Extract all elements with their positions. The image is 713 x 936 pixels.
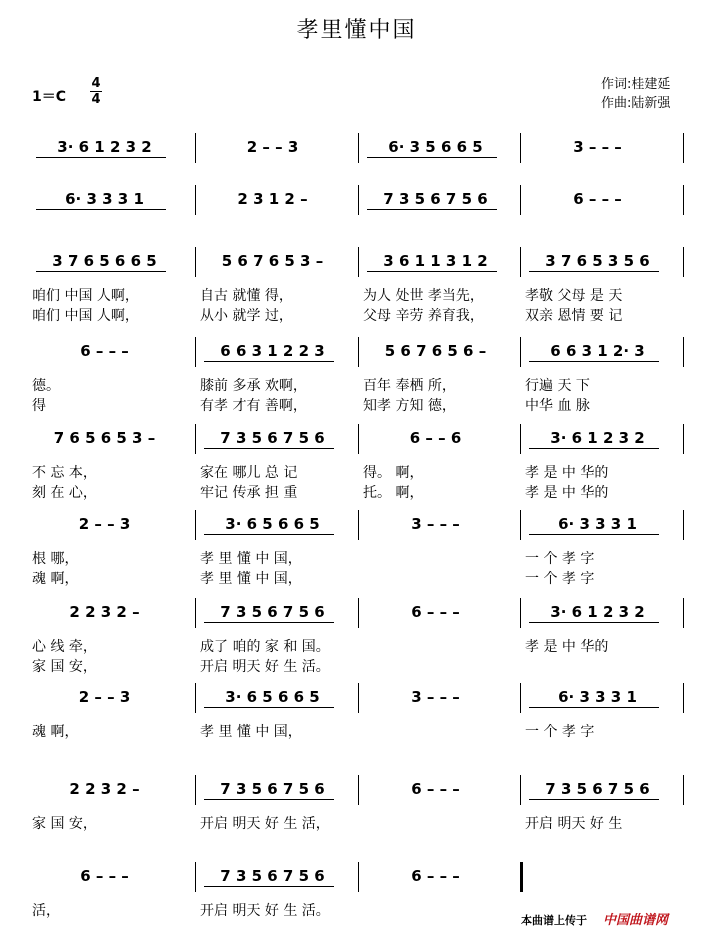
measure-notes: 3· 6 1 2 3 2 [550,429,645,447]
measure-notes: 7 3 5 6 7 5 6 [545,780,650,798]
barline [683,337,684,367]
barline [195,598,196,628]
barline [520,247,521,277]
barline [683,424,684,454]
measure-notes: 3· 6 5 6 6 5 [225,515,320,533]
measure-notes: 6 – – – [80,867,129,885]
measure-notes: 6 – – – [573,190,622,208]
time-signature [90,76,102,107]
barline [195,337,196,367]
lyric-line: 百年 奉栖 所， [363,378,456,394]
lyric-line: 孝敬 父母 是 天 [525,288,623,304]
beat-underline [367,209,497,210]
barline [520,510,521,540]
lyric-line: 咱们 中国 人啊， [32,288,139,304]
barline [683,598,684,628]
measure-notes: 2 2 3 2 – [69,603,140,621]
beat-underline [529,448,659,449]
lyric-line: 魂 啊， [32,724,79,740]
barline [520,185,521,215]
measure-notes: 2 3 1 2 – [237,190,308,208]
measure-notes: 2 – – 3 [78,688,131,706]
barline [358,185,359,215]
beat-underline [367,157,497,158]
barline [195,424,196,454]
upload-credit: 本曲谱上传于 [521,914,587,927]
lyric-line: 开启 明天 好 生 活， [200,816,330,832]
measure-notes: 6· 3 3 3 1 [65,190,144,208]
barline [195,862,196,892]
lyric-line: 孝 是 中 华的 [525,639,609,655]
measure-notes: 2 2 3 2 – [69,780,140,798]
key-signature: 1＝C [32,89,67,105]
barline [195,683,196,713]
lyric-line: 托。 啊， [363,485,424,501]
lyric-line: 自古 就懂 得， [200,288,293,304]
barline [520,598,521,628]
measure-notes: 3 7 6 5 3 5 6 [545,252,650,270]
lyric-line: 行遍 天 下 [525,378,590,394]
lyric-line: 心 线 牵， [32,639,97,655]
lyric-line: 有孝 才有 善啊， [200,398,307,414]
barline [358,598,359,628]
measure-notes: 6 – – 6 [409,429,462,447]
lyric-line: 知孝 方知 德， [363,398,456,414]
lyric-line: 刻 在 心， [32,485,97,501]
lyric-line: 根 哪， [32,551,79,567]
barline [520,133,521,163]
lyric-line: 从小 就学 过， [200,308,293,324]
barline [358,424,359,454]
beat-underline [367,271,497,272]
barline [520,862,523,892]
barline [195,133,196,163]
measure-notes: 3· 6 1 2 3 2 [550,603,645,621]
barline [520,337,521,367]
lyric-line: 开启 明天 好 生 活。 [200,659,330,675]
lyric-line: 开启 明天 好 生 [525,816,623,832]
barline [358,247,359,277]
lyric-line: 膝前 多承 欢啊， [200,378,307,394]
lyric-line: 一 个 孝 字 [525,571,595,587]
barline [195,510,196,540]
site-logo: 中国曲谱网 [603,913,669,928]
barline [358,683,359,713]
barline [520,424,521,454]
beat-underline [529,361,659,362]
lyric-line: 魂 啊， [32,571,79,587]
beat-underline [204,707,334,708]
beat-underline [204,799,334,800]
beat-underline [36,271,166,272]
lyric-line: 开启 明天 好 生 活。 [200,903,330,919]
lyric-line: 德。 [32,378,60,394]
measure-notes: 7 3 5 6 7 5 6 [383,190,488,208]
measure-notes: 6 6 3 1 2 2 3 [220,342,325,360]
lyric-line: 孝 是 中 华的 [525,485,609,501]
measure-notes: 2 – – 3 [246,138,299,156]
lyric-line: 中华 血 脉 [525,398,590,414]
measure-notes: 6 – – – [411,867,460,885]
beat-underline [529,622,659,623]
measure-notes: 7 3 5 6 7 5 6 [220,867,325,885]
barline [683,133,684,163]
measure-notes: 3 – – – [573,138,622,156]
measure-notes: 3 6 1 1 3 1 2 [383,252,488,270]
lyric-line: 为人 处世 孝当先， [363,288,484,304]
measure-notes: 7 6 5 6 5 3 – [53,429,156,447]
measure-notes: 7 3 5 6 7 5 6 [220,603,325,621]
lyric-line: 活， [32,903,60,919]
lyric-line: 孝 是 中 华的 [525,465,609,481]
beat-underline [204,361,334,362]
measure-notes: 6· 3 3 3 1 [558,688,637,706]
lyric-line: 孝 里 懂 中 国， [200,551,302,567]
barline [683,247,684,277]
lyric-line: 得。 啊， [363,465,424,481]
barline [683,185,684,215]
measure-notes: 5 6 7 6 5 3 – [221,252,324,270]
measure-notes: 3 – – – [411,515,460,533]
measure-notes: 5 6 7 6 5 6 – [384,342,487,360]
beat-underline [36,157,166,158]
barline [195,775,196,805]
barline [195,247,196,277]
barline [683,683,684,713]
lyric-line: 一 个 孝 字 [525,551,595,567]
barline [358,510,359,540]
beat-underline [204,622,334,623]
lyric-line: 咱们 中国 人啊， [32,308,139,324]
beat-underline [529,707,659,708]
barline [195,185,196,215]
lyric-line: 家 国 安， [32,816,97,832]
beat-underline [529,799,659,800]
measure-notes: 6· 3 3 3 1 [558,515,637,533]
lyric-line: 一 个 孝 字 [525,724,595,740]
measure-notes: 3· 6 1 2 3 2 [57,138,152,156]
barline [520,683,521,713]
lyric-line: 成了 咱的 家 和 国。 [200,639,330,655]
lyricist-credit: 作词:桂建延 [601,77,671,92]
measure-notes: 6 6 3 1 2· 3 [550,342,645,360]
measure-notes: 6 – – – [80,342,129,360]
beat-underline [529,271,659,272]
lyric-line: 双亲 恩情 要 记 [525,308,623,324]
barline [520,775,521,805]
lyric-line: 不 忘 本， [32,465,97,481]
lyric-line: 得 [32,398,46,414]
measure-notes: 6 – – – [411,603,460,621]
lyric-line: 父母 辛劳 养育我， [363,308,484,324]
measure-notes: 2 – – 3 [78,515,131,533]
lyric-line: 家 国 安， [32,659,97,675]
measure-notes: 3· 6 5 6 6 5 [225,688,320,706]
barline [683,510,684,540]
beat-underline [204,534,334,535]
beat-underline [204,448,334,449]
barline [358,862,359,892]
measure-notes: 3 7 6 5 6 6 5 [52,252,157,270]
beat-underline [529,534,659,535]
barline [358,775,359,805]
lyric-line: 家在 哪儿 总 记 [200,465,298,481]
measure-notes: 6· 3 5 6 6 5 [388,138,483,156]
beat-underline [36,209,166,210]
song-title: 孝里懂中国 [296,18,417,43]
lyric-line: 孝 里 懂 中 国， [200,571,302,587]
lyric-line: 孝 里 懂 中 国， [200,724,302,740]
measure-notes: 3 – – – [411,688,460,706]
barline [683,775,684,805]
time-bottom: 4 [91,92,101,107]
time-top: 4 [91,76,101,91]
lyric-line: 牢记 传承 担 重 [200,485,298,501]
barline [358,133,359,163]
barline [358,337,359,367]
measure-notes: 7 3 5 6 7 5 6 [220,780,325,798]
measure-notes: 7 3 5 6 7 5 6 [220,429,325,447]
beat-underline [204,886,334,887]
composer-credit: 作曲:陆新强 [601,96,671,111]
measure-notes: 6 – – – [411,780,460,798]
